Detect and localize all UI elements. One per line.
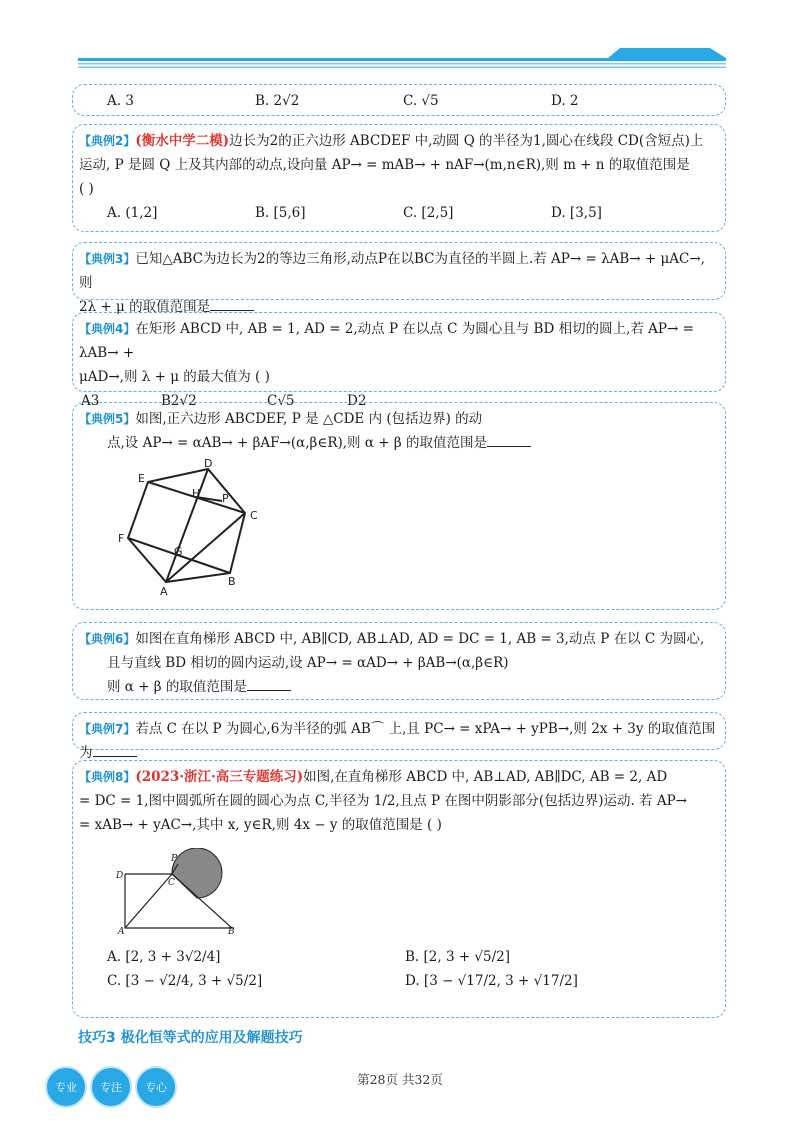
example-2 (72, 124, 726, 232)
example-tag: 【典例6】 (79, 632, 136, 646)
label-e: E (138, 472, 145, 485)
hexagon-figure (110, 455, 270, 600)
option-d: D. [3 − √17/2, 3 + √17/2] (405, 973, 578, 989)
label-d: D (116, 871, 124, 881)
label-p: P (222, 492, 229, 505)
q2-options (79, 201, 717, 225)
answer-blank[interactable] (210, 296, 254, 311)
badge-focused: 专注 (90, 1066, 132, 1108)
q1-options (79, 89, 717, 113)
option-a: A. (1,2] (107, 205, 158, 221)
option-b: B. [2, 3 + √5/2] (405, 949, 511, 965)
option-c: C√5 (267, 393, 295, 409)
badge-dedicated: 专心 (135, 1066, 177, 1108)
question-text: μAD→,则 λ + μ 的最大值为 ( ) (79, 369, 270, 385)
q1-option-a: A. 3 (107, 93, 134, 109)
example-4 (72, 312, 726, 409)
answer-blank[interactable] (487, 432, 531, 447)
question-text: = xAB→ + yAC→,其中 x, y∈R,则 4x − y 的取值范围是 ( ) (79, 817, 442, 833)
question-text: 在矩形 ABCD 中, AB = 1, AD = 2,动点 P 在以点 C 为圆心且与 BD 相切的圆上,若 AP→ = λAB→ + (79, 321, 694, 361)
label-h: H (192, 487, 201, 500)
option-d: D. [3,5] (551, 205, 602, 221)
q1-options-box (72, 84, 726, 116)
question-text: 2λ + μ 的取值范围是 (79, 299, 211, 315)
question-text: 如图,正六边形 ABCDEF, P 是 △CDE 内 (包括边界) 的动 (135, 411, 483, 427)
option-a: A. [2, 3 + 3√2/4] (107, 949, 221, 965)
q8-options (79, 945, 717, 993)
answer-blank[interactable] (93, 742, 137, 757)
q1-option-c: C. √5 (403, 93, 439, 109)
label-c: C (250, 509, 258, 522)
example-6 (72, 622, 726, 700)
example-tag: 【典例2】 (79, 134, 136, 148)
option-c: C. [2,5] (403, 205, 454, 221)
question-text: 且与直线 BD 相切的圆内运动,设 AP→ = αAD→ + βAB→(α,β∈R) (107, 655, 509, 671)
option-a: A3 (81, 393, 100, 409)
option-d: D2 (347, 393, 367, 409)
question-text: 则 α + β 的取值范围是 (107, 679, 247, 695)
label-b: B (228, 575, 236, 588)
question-text: 已知△ABC为边长为2的等边三角形,动点P在以BC为直径的半圆上.若 AP→ = λAB→ + μAC→,则 (79, 251, 705, 291)
question-text: 如图在直角梯形 ABCD 中, AB∥CD, AB⊥AD, AD = DC = 1, AB = 3,动点 P 在以 C 为圆心, (135, 631, 705, 647)
question-text: 如图,在直角梯形 ABCD 中, AB⊥AD, AB∥DC, AB = 2, AD (303, 769, 668, 785)
q1-option-b: B. 2√2 (255, 93, 300, 109)
example-3 (72, 242, 726, 315)
question-text: = DC = 1,图中圆弧所在圆的圆心为点 C,半径为 1/2,且点 P 在图中阴影部分(包括边界)运动. 若 AP→ (79, 793, 687, 809)
example-7 (72, 712, 726, 761)
label-f: F (118, 532, 125, 545)
header-banner (0, 0, 800, 80)
label-p: P (171, 854, 178, 864)
example-tag: 【典例3】 (79, 252, 136, 266)
answer-paren: ( ) (79, 181, 94, 197)
label-g: G (174, 545, 183, 558)
label-a: A (118, 927, 125, 937)
question-text: 运动, P 是圆 Q 上及其内部的动点,设向量 AP→ = mAB→ + nAF→(m,n∈R),则 m + n 的取值范围是 (79, 157, 690, 173)
badge-professional: 专业 (45, 1066, 87, 1108)
label-c: C (168, 878, 175, 888)
question-text: 若点 C 在以 P 为圆心,6为半径的弧 AB⌒ 上,且 PC→ = xPA→ + yPB→,则 2x + 3y 的取值范围为 (79, 721, 716, 761)
label-b: B (228, 927, 235, 937)
example-tag: 【典例4】 (79, 322, 136, 336)
option-b: B. [5,6] (255, 205, 306, 221)
question-text: 边长为2的正六边形 ABCDEF 中,动圆 Q 的半径为1,圆心在线段 CD(含短点)上 (229, 133, 704, 149)
answer-blank[interactable] (247, 676, 291, 691)
skill-heading: 技巧3 极化恒等式的应用及解题技巧 (78, 1030, 303, 1046)
option-c: C. [3 − √2/4, 3 + √5/2] (107, 973, 263, 989)
option-b: B2√2 (161, 393, 197, 409)
label-a: A (160, 585, 168, 598)
question-text: 点,设 AP→ = αAB→ + βAF→(α,β∈R),则 α + β 的取值范围是 (107, 435, 487, 451)
page-number: 第28页 共32页 (357, 1072, 443, 1087)
label-d: D (204, 457, 213, 470)
source-label: (2023·浙江·高三专题练习) (135, 769, 304, 785)
q1-option-d: D. 2 (551, 93, 579, 109)
trapezoid-figure (112, 848, 242, 938)
source-label: (衡水中学二模) (135, 133, 230, 149)
example-tag: 【典例8】 (79, 770, 136, 784)
example-tag: 【典例7】 (79, 722, 136, 736)
example-tag: 【典例5】 (79, 412, 136, 426)
